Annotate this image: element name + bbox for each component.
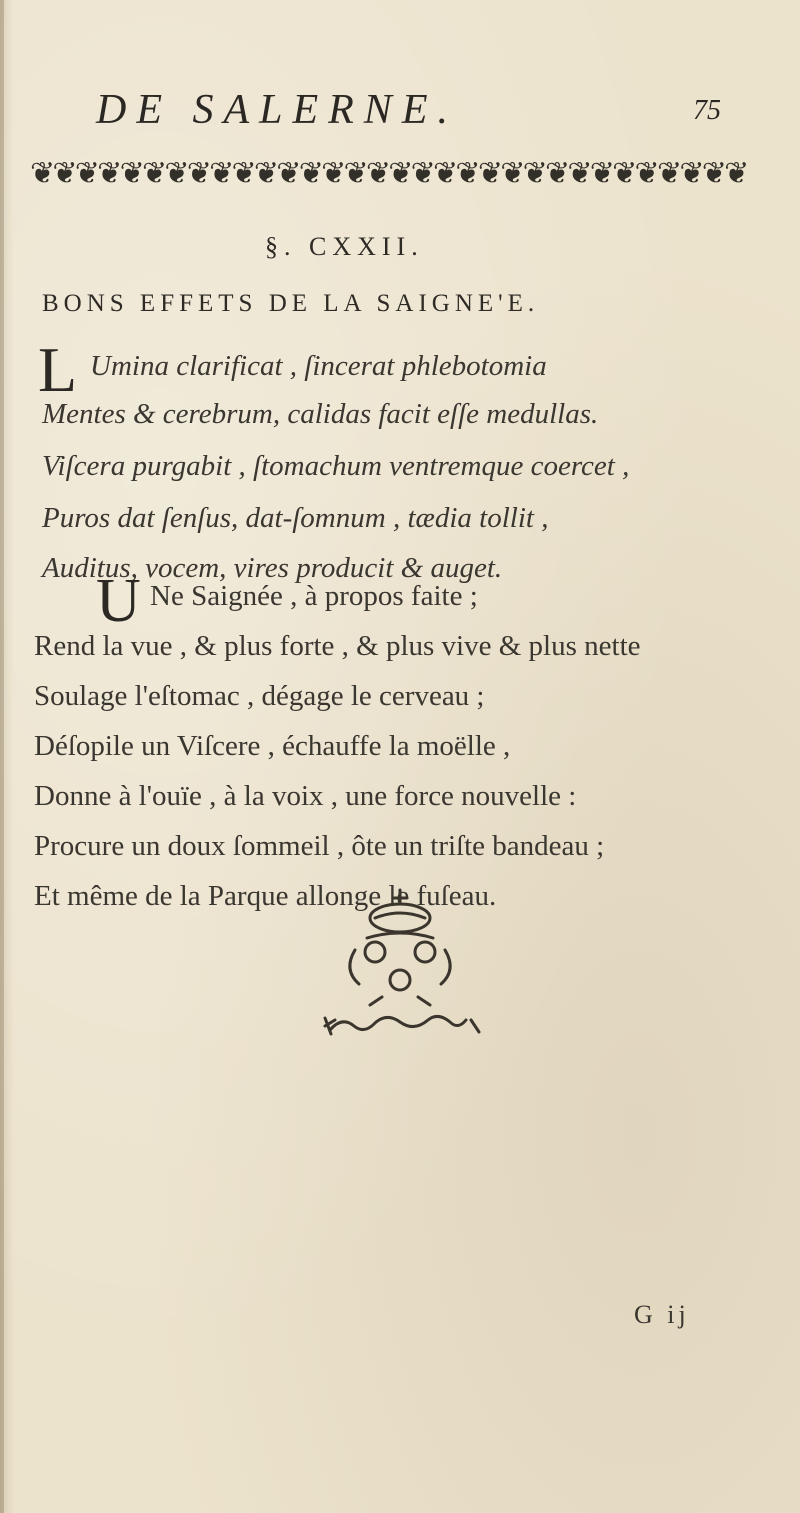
floral-tailpiece-icon (275, 880, 525, 1060)
french-line-3: Soulage l'eſtomac , dégage le cerveau ; (34, 680, 485, 712)
fleuron-icon: ❦ (276, 156, 302, 191)
section-number: §. CXXII. (265, 232, 424, 261)
fleuron-icon: ❦ (544, 156, 571, 191)
fleuron-icon: ❦ (724, 156, 750, 191)
french-line-2: Rend la vue , & plus forte , & plus vive & plus nette (34, 630, 641, 662)
fleuron-icon: ❦ (477, 156, 503, 191)
french-line-4: Déſopile un Viſcere , échauffe la moëlle , (34, 730, 511, 762)
fleuron-icon: ❦ (656, 156, 683, 191)
french-drop-cap: U (96, 567, 141, 635)
fleuron-icon: ❦ (589, 156, 615, 191)
french-line-7: Et même de la Parque allonge le fuſeau. (34, 880, 497, 912)
fleuron-icon: ❦ (74, 156, 100, 191)
fleuron-icon: ❦ (97, 156, 123, 191)
fleuron-icon: ❦ (253, 156, 280, 191)
fleuron-icon: ❦ (567, 156, 593, 191)
page-edge-shadow (0, 0, 4, 1513)
fleuron-icon: ❦ (343, 156, 369, 191)
fleuron-icon: ❦ (365, 156, 391, 191)
fleuron-icon: ❦ (433, 156, 459, 191)
french-line-1: Ne Saignée , à propos faite ; (150, 580, 478, 612)
fleuron-icon: ❦ (455, 156, 481, 191)
fleuron-icon: ❦ (500, 156, 526, 191)
fleuron-icon: ❦ (634, 156, 660, 191)
fleuron-icon: ❦ (321, 156, 347, 191)
fleuron-icon: ❦ (141, 156, 168, 191)
french-line-6: Procure un doux ſommeil , ôte un triſte bandeau ; (34, 830, 605, 862)
fleuron-icon: ❦ (231, 156, 257, 191)
fleuron-icon: ❦ (30, 156, 56, 191)
latin-drop-cap: L (38, 334, 78, 405)
latin-line-3: Viſcera purgabit , ſtomachum ventremque coercet , (42, 450, 630, 482)
fleuron-icon: ❦ (298, 156, 324, 191)
page-number: 75 (693, 95, 721, 126)
fleuron-icon: ❦ (701, 156, 727, 191)
fleuron-icon: ❦ (164, 156, 190, 191)
fleuron-icon: ❦ (119, 156, 145, 191)
catchword: G ij (634, 1300, 690, 1329)
fleuron-band (30, 145, 750, 203)
fleuron-icon: ❦ (410, 156, 436, 191)
fleuron-icon: ❦ (612, 156, 638, 191)
french-line-5: Donne à l'ouïe , à la voix , une force nouvelle : (34, 780, 577, 812)
fleuron-icon: ❦ (679, 156, 705, 191)
fleuron-icon: ❦ (522, 156, 548, 191)
latin-line-1: Umina clarificat , ſincerat phlebotomia (90, 350, 547, 382)
running-head: DE SALERNE. (96, 87, 458, 133)
latin-line-5: Auditus, vocem, vires producit & auget. (42, 552, 503, 584)
fleuron-icon: ❦ (388, 156, 414, 191)
latin-line-4: Puros dat ſenſus, dat-ſomnum , tædia tollit , (42, 502, 549, 534)
fleuron-icon: ❦ (186, 156, 212, 191)
fleuron-icon: ❦ (209, 156, 235, 191)
fleuron-icon: ❦ (52, 156, 78, 191)
latin-line-2: Mentes & cerebrum, calidas facit eſſe medullas. (42, 398, 599, 430)
section-title: BONS EFFETS DE LA SAIGNE'E. (42, 290, 540, 317)
